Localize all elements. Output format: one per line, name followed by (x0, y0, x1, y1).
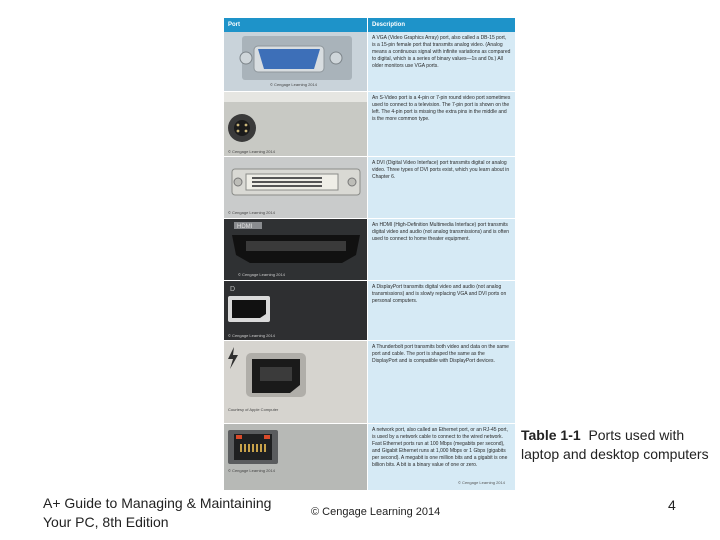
network-port-photo (224, 424, 368, 490)
dvi-port-photo (224, 157, 368, 218)
svg-text:HDMI: HDMI (237, 224, 253, 230)
row-description: A DisplayPort transmits digital video and audio (not analog transmissions) and is slowly replacing VGA and DVI ports on personal computers. (368, 281, 515, 340)
hdmi-port-photo (224, 219, 368, 280)
network-port-image (224, 424, 368, 490)
table-row-svideo (224, 92, 515, 157)
row-description: A Thunderbolt port transmits both video and data on the same port and cable. The port is shaped the same as the DisplayPort and is compatible with DisplayPort devices. (368, 341, 515, 423)
caption-text: Ports used with laptop and desktop computers (521, 427, 709, 462)
row-description: A DVI (Digital Video Interface) port transmits digital or analog video. Three types of DVI ports exist, which you learn about in Chapter 6. (368, 157, 515, 218)
table-row-thunderbolt (224, 341, 515, 424)
page-number: 4 (668, 497, 676, 513)
table-caption (521, 426, 716, 464)
svideo-port-image (224, 92, 368, 156)
displayport-image (224, 281, 368, 340)
book-title-line2: Your PC, 8th Edition (43, 514, 169, 530)
svg-text:D: D (230, 286, 236, 293)
table-row-displayport (224, 281, 515, 341)
table-header (224, 18, 515, 32)
displayport-photo (224, 281, 368, 340)
vga-port-photo (224, 32, 368, 91)
book-title (43, 494, 271, 532)
row-description: An HDMI (High-Definition Multimedia Interface) port transmits digital video and audio (not analog transmissions) and is often used to connect to home theater equipment. (368, 219, 515, 280)
row-credit: © Cengage Learning 2014 (228, 210, 275, 215)
header-description: Description (368, 18, 515, 32)
row-credit: © Cengage Learning 2014 (228, 333, 275, 338)
row-description: A VGA (Video Graphics Array) port, also called a DB-15 port, is a 15-pin female port that transmits analog video. (Analog means a continuous signal with infinite variations as compared to digital, which is a series of binary values—1s and 0s.) All older monitors use VGA ports. (368, 32, 515, 91)
table-row-hdmi (224, 219, 515, 281)
table-footer-credit: © Cengage Learning 2014 (458, 480, 505, 485)
book-title-line1: A+ Guide to Managing & Maintaining (43, 495, 272, 511)
header-port: Port (224, 18, 368, 32)
thunderbolt-port-photo (224, 341, 368, 423)
row-description: An S-Video port is a 4-pin or 7-pin round video port sometimes used to connect to a television. The 7-pin port is shown on the left. The 4-pin port is missing the extra pins in the middle and is the more common type. (368, 92, 515, 156)
hdmi-port-image (224, 219, 368, 280)
caption-label: Table 1-1 (521, 427, 581, 443)
svideo-port-photo (224, 92, 368, 156)
table-row-vga (224, 32, 515, 92)
ports-table (224, 18, 515, 490)
row-credit: © Cengage Learning 2014 (270, 82, 317, 87)
dvi-port-image (224, 157, 368, 218)
copyright-notice: © Cengage Learning 2014 (311, 506, 441, 518)
row-credit: © Cengage Learning 2014 (228, 468, 275, 473)
row-credit: © Cengage Learning 2014 (238, 272, 285, 277)
row-description: A network port, also called an Ethernet port, or an RJ-45 port, is used by a network cable to connect to the wired network. Fast Ethernet ports run at 100 Mbps (megabits per second), and Gigabit Ethernet runs at 1,000 Mbps or 1 Gbps (gigabits per second). A megabit is one million bits and a gigabit is one billion bits. A bit is a binary value of one or zero. (368, 424, 515, 490)
row-credit: © Cengage Learning 2014 (228, 149, 275, 154)
row-credit: Courtesy of Apple Computer (228, 407, 279, 412)
table-row-dvi (224, 157, 515, 219)
